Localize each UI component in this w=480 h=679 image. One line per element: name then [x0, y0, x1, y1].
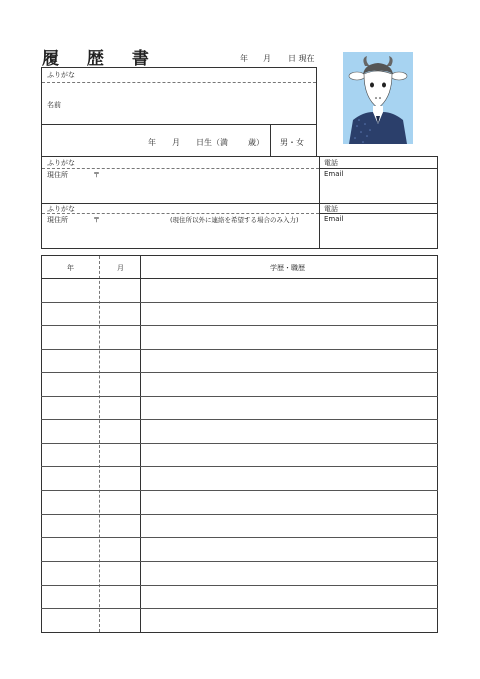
history-row-divider [41, 514, 438, 515]
address2-email-label: Email [324, 215, 344, 223]
address1-phone-divider [320, 168, 437, 169]
history-row-divider [41, 585, 438, 586]
birth-day-label: 日生（満 [196, 138, 228, 147]
furigana-label: ふりがな [47, 71, 75, 79]
history-row-divider [41, 608, 438, 609]
address1-box [41, 156, 438, 204]
gender-divider [270, 124, 271, 157]
address2-furigana-divider [42, 213, 319, 214]
history-row-divider [41, 490, 438, 491]
date-day-now-label: 日 現在 [288, 54, 315, 63]
history-row-divider [41, 325, 438, 326]
address1-phone-label: 電話 [324, 159, 338, 167]
address2-furigana-label: ふりがな [47, 205, 75, 213]
address2-label: 現住所 [47, 216, 68, 224]
history-row-divider [41, 443, 438, 444]
address2-box [41, 203, 438, 249]
address2-note: (現住所以外に連絡を希望する場合のみ入力) [170, 216, 299, 224]
history-row-divider [41, 561, 438, 562]
page-title: 履 歴 書 [42, 49, 160, 69]
history-row-divider [41, 396, 438, 397]
address2-phone-divider [320, 213, 437, 214]
photo-illustration [343, 52, 413, 144]
history-col-content: 学歴・職歴 [270, 264, 305, 272]
name-label: 名前 [47, 101, 61, 109]
address1-furigana-divider [42, 168, 319, 169]
name-divider [42, 124, 316, 125]
history-row-divider [41, 419, 438, 420]
address2-contact-divider [319, 203, 320, 249]
history-year-month-divider [99, 256, 100, 632]
history-header-divider [42, 278, 437, 279]
history-row-divider [41, 302, 438, 303]
history-row-divider [41, 537, 438, 538]
address1-label: 現住所 [47, 171, 68, 179]
address2-phone-label: 電話 [324, 205, 338, 213]
birth-year-label: 年 [148, 138, 156, 147]
history-month-content-divider [140, 256, 141, 632]
address2-postal-mark: 〒 [93, 216, 100, 224]
furigana-divider [42, 82, 316, 83]
address1-contact-divider [319, 156, 320, 204]
history-row-divider [41, 349, 438, 350]
address1-postal-mark: 〒 [93, 171, 100, 179]
birth-month-label: 月 [172, 138, 180, 147]
history-col-year: 年 [67, 264, 74, 272]
date-year-label: 年 [240, 54, 248, 63]
applicant-photo [343, 52, 413, 144]
address1-furigana-label: ふりがな [47, 159, 75, 167]
age-unit-label: 歳） [248, 138, 264, 147]
history-row-divider [41, 372, 438, 373]
address1-email-label: Email [324, 170, 344, 178]
history-row-divider [41, 466, 438, 467]
date-month-label: 月 [263, 54, 271, 63]
history-table [41, 255, 438, 633]
gender-label: 男・女 [280, 138, 304, 147]
history-col-month: 月 [117, 264, 124, 272]
